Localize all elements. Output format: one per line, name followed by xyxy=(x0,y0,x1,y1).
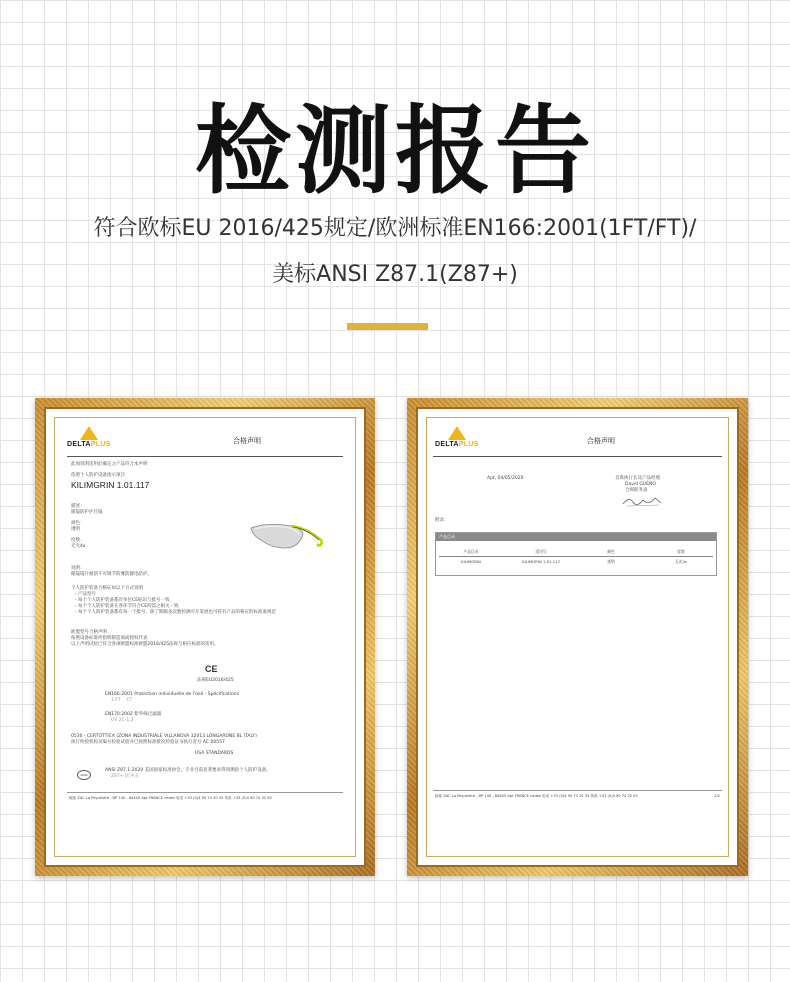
table-cell: KILIMGRIN 1.01.117 xyxy=(522,559,560,564)
table-row xyxy=(436,557,716,566)
list-title: 个人防护装备合格证如以下方式说明 xyxy=(71,586,143,591)
section-text: 眼镜镜片耐刮不可调节防雾防静电防护。 xyxy=(71,572,152,577)
logo-plus: PLUS xyxy=(90,441,111,448)
ansi-line: ANSI Z87.1-2020 美国国家标准协会，专业目前显著要求得到测验个人防护设备。 xyxy=(105,768,271,773)
page-number: 2/2 xyxy=(714,794,720,798)
certificate-page-2 xyxy=(426,417,729,857)
logo-delta: DELTA xyxy=(67,441,91,448)
list-item-3: - 每个个人防护装备在各环节符合CE所需之相关一致 xyxy=(75,604,179,609)
declaration-line-1: 按照设备标准所指明制造商或授权代表 xyxy=(71,636,148,641)
table-column-headers xyxy=(436,547,716,556)
subtitle-line-1: 符合欧标EU 2016/425规定/欧洲标准EN166:2001(1FT/FT)/ xyxy=(93,216,697,241)
column-header: 度数 xyxy=(677,548,685,554)
logo-plus: PLUS xyxy=(458,441,479,448)
lab-line-1: 0530 - CERTOTTICA (ZONA INDUSTRIALE VILLANOVA 32013 LONGARONE BL ITALY) xyxy=(71,734,257,739)
declaration-line-2: 以上声明试验已符合各项欧盟标准欧盟2016/425法规与相应标准的适用。 xyxy=(71,642,219,647)
field-label-grade: 度数： xyxy=(71,538,85,543)
header-rule xyxy=(67,456,343,457)
header-rule xyxy=(433,456,722,457)
field-value-grade: 无光4x xyxy=(71,544,86,549)
ansi-logo: ANSI xyxy=(77,770,91,780)
logo-triangle-icon xyxy=(448,426,466,440)
deltaplus-logo xyxy=(67,426,111,448)
safety-glasses-image xyxy=(247,518,327,558)
subtitle-line-2: 美标ANSI Z87.1(Z87+) xyxy=(272,262,518,287)
standard-en170-sub: UV 2C-1,2 xyxy=(111,718,134,723)
certificate-heading: 合格声明 xyxy=(587,437,615,445)
deltaplus-logo xyxy=(435,426,479,448)
logo-triangle-icon xyxy=(80,426,98,440)
lab-line-2: 执行检验机构及编号检验试验并已按照标准批次检验证书执行者号 AC 00557 xyxy=(71,740,225,745)
table-cell: KILIMGRIN xyxy=(461,559,481,564)
signer-name: David GUENO xyxy=(625,482,656,487)
page-title: 检测报告 xyxy=(195,95,595,207)
ce-mark: CE xyxy=(205,664,218,674)
column-header: 颜色 xyxy=(607,548,615,554)
column-header: 产品目录 xyxy=(463,548,479,554)
table-header: 产品目录 xyxy=(436,533,716,541)
standard-en170: EN170:2002 紫外线过滤器 xyxy=(105,712,162,717)
column-header: 适用号 xyxy=(535,548,547,554)
declaration-title: 欧盟型号合格声明 xyxy=(71,630,107,635)
footer-rule xyxy=(433,790,722,791)
list-item-1: - 产品型号 xyxy=(75,592,97,597)
signer-title: 首席执行长及产品经理 xyxy=(615,476,660,481)
frame-mat xyxy=(44,407,366,867)
certificate-page-1 xyxy=(54,417,356,857)
footer-address: 地址 ZAC La Peyrolière - BP 140 - 84405 Apt FRANCE cedex 电话 +33 (0)4 90 74 20 33 传真 +33 (0)4 90 74 32 50 xyxy=(435,794,638,798)
field-value-color: 透明 xyxy=(71,527,80,532)
certificate-frame-2 xyxy=(407,398,748,876)
signer-role: 合规职务表 xyxy=(625,488,648,493)
place-date: Apt, 04/05/2020 xyxy=(487,476,524,481)
product-name: KILIMGRIN 1.01.117 xyxy=(71,480,150,490)
certificate-heading: 合格声明 xyxy=(233,437,261,445)
intro-text: 此项说明适用於确定之产品符合本声明 xyxy=(71,462,148,467)
frame-mat xyxy=(416,407,739,867)
annex-label: 附录： xyxy=(435,518,449,523)
accent-bar xyxy=(347,323,428,330)
field-label-description: 描述： xyxy=(71,504,85,509)
product-label: 依照个人防护设备指示项目 xyxy=(71,473,125,478)
standard-en166-sub-1: 1 FT xyxy=(111,698,121,703)
list-item-2: - 每个个人防护装备都有单位CE标识与批号一致 xyxy=(75,598,170,603)
section-title: 说明： xyxy=(71,566,85,571)
field-label-color: 颜色： xyxy=(71,521,85,526)
list-item-4: - 每个个人防护装备都有每一个批号，除了期限多次数检测可开发展也可持有产品的相应的标准准规范 xyxy=(75,610,277,615)
certificate-frame-1 xyxy=(35,398,375,876)
field-value-description: 眼镜防护护目镜 xyxy=(71,510,103,515)
standard-en166: EN166:2001 Protection individuelle de l'oeil - Spécifications xyxy=(105,692,239,697)
ce-caption: 法规EU2016/425 xyxy=(197,678,234,683)
table-cell: 无光4x xyxy=(674,558,688,564)
footer-rule xyxy=(67,792,343,793)
ansi-sub: Z87+ 防冲击 xyxy=(111,774,139,779)
product-table xyxy=(435,532,717,576)
standard-en166-sub-2: FT xyxy=(127,698,133,703)
signature-image xyxy=(621,494,665,508)
footer-address: 地址 ZAC La Peyrolière - BP 140 - 84405 Apt FRANCE cedex 电话 +33 (0)4 90 74 20 33 传真 +33 (0)4 90 74 32 50 xyxy=(69,796,272,800)
logo-delta: DELTA xyxy=(435,441,459,448)
usa-standards: USA STANDARDS xyxy=(195,751,234,756)
table-cell: 透明 xyxy=(607,558,615,564)
